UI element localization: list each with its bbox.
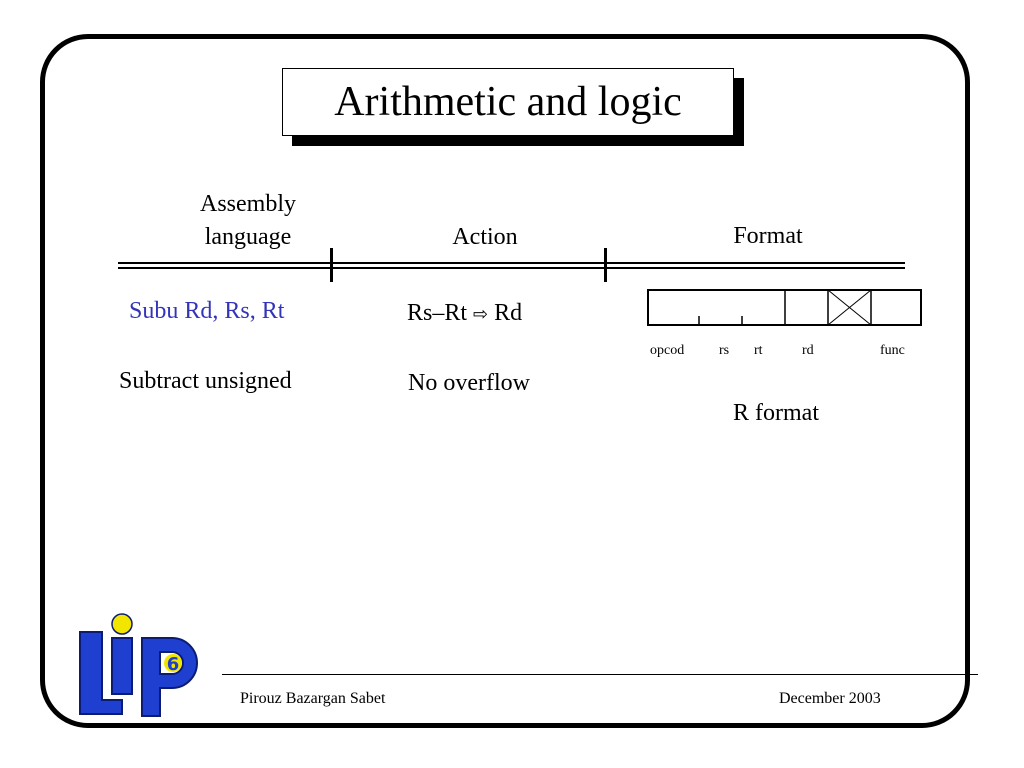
field-label-rs: rs [719, 343, 730, 358]
header-assembly: Assembly language [200, 191, 296, 250]
lip6-logo [72, 610, 202, 722]
field-label-func: func [880, 343, 905, 358]
format-name: R format [733, 400, 819, 426]
logo-number: 6 [166, 654, 180, 675]
slide-title [282, 68, 734, 136]
header-action: Action [452, 224, 518, 250]
column-divider-1 [330, 248, 333, 282]
action-expression [407, 300, 522, 327]
header-rule-top [118, 262, 905, 264]
instruction-syntax: Subu Rd, Rs, Rt [129, 298, 285, 324]
column-divider-2 [604, 248, 607, 282]
footer-rule [222, 674, 978, 675]
field-label-rd: rd [802, 343, 814, 358]
slide-title-text: Arithmetic and logic [334, 79, 682, 125]
footer-author: Pirouz Bazargan Sabet [240, 690, 386, 707]
instruction-description: Subtract unsigned [119, 368, 292, 394]
overflow-note: No overflow [408, 370, 530, 396]
field-label-rt: rt [754, 343, 763, 358]
r-format-diagram [646, 288, 924, 328]
footer-date: December 2003 [779, 690, 881, 707]
header-format: Format [733, 223, 803, 249]
action-lhs: Rs–Rt [407, 300, 468, 326]
action-rhs: Rd [494, 300, 523, 326]
right-arrow-icon: ⇨ [473, 304, 489, 325]
field-label-opcod: opcod [650, 343, 685, 358]
header-rule-bottom [118, 267, 905, 269]
